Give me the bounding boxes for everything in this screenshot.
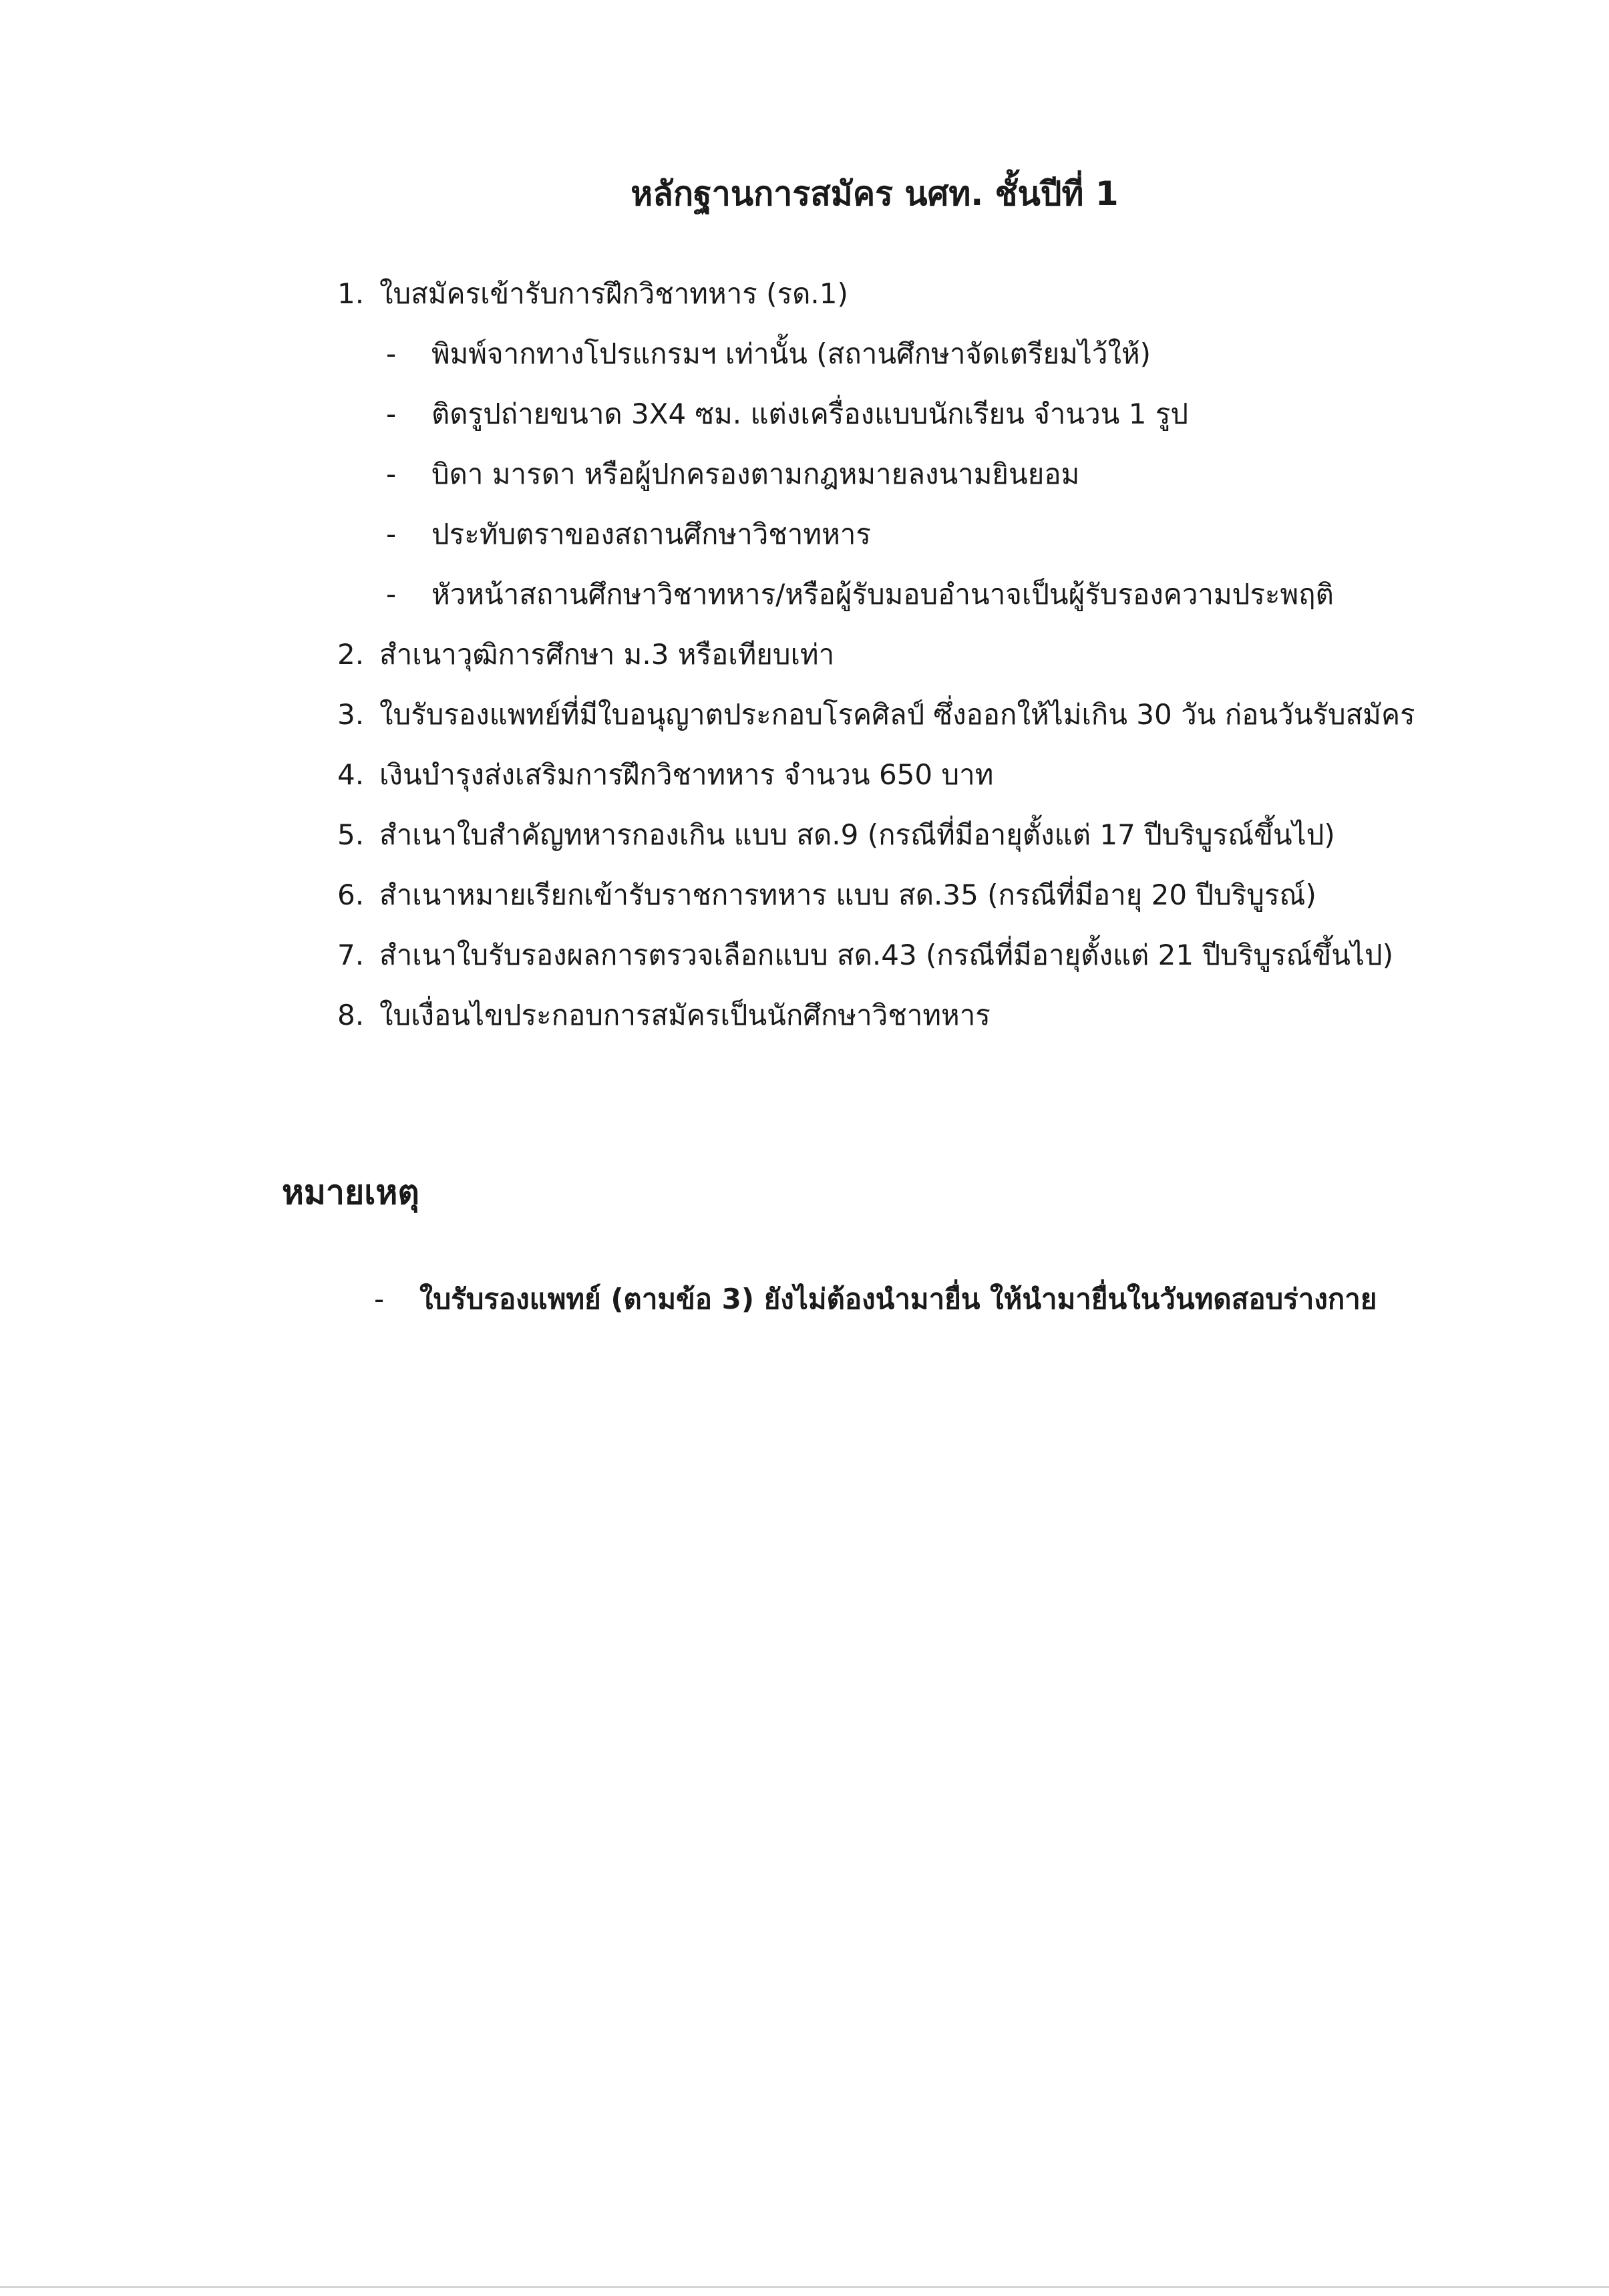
item-number: 7. <box>337 939 365 971</box>
dash-bullet: - <box>386 337 397 370</box>
requirements-list <box>0 264 1609 1045</box>
dash-bullet: - <box>386 458 397 490</box>
dash-bullet: - <box>386 578 397 611</box>
sub-item-text: บิดา มารดา หรือผู้ปกครองตามกฎหมายลงนามยินยอม <box>431 458 1080 490</box>
item-text: ใบสมัครเข้ารับการฝึกวิชาทหาร (รด.1) <box>379 277 848 310</box>
item-number: 5. <box>337 818 365 851</box>
item-number: 3. <box>337 698 365 731</box>
item-number: 8. <box>337 999 365 1031</box>
note-heading: หมายเหตุ <box>282 1173 419 1212</box>
item-number: 2. <box>337 638 365 671</box>
sub-item-2 <box>0 384 1609 444</box>
note-text: ใบรับรองแพทย์ (ตามข้อ 3) ยังไม่ต้องนำมายื่น ให้นำมายื่นในวันทดสอบร่างกาย <box>419 1283 1377 1315</box>
dash-bullet: - <box>386 518 397 550</box>
item-number: 6. <box>337 878 365 911</box>
list-item-6 <box>0 865 1609 925</box>
page-bottom-edge <box>0 2286 1609 2288</box>
item-text: ใบเงื่อนไขประกอบการสมัครเป็นนักศึกษาวิชาทหาร <box>379 999 991 1031</box>
item-text: เงินบำรุงส่งเสริมการฝึกวิชาทหาร จำนวน 650 บาท <box>379 758 994 791</box>
list-item-4 <box>0 745 1609 805</box>
list-item-7 <box>0 925 1609 985</box>
item-number: 4. <box>337 758 365 791</box>
list-item-8 <box>0 985 1609 1045</box>
sub-item-3 <box>0 444 1609 504</box>
list-item-3 <box>0 685 1609 745</box>
sub-item-4 <box>0 504 1609 564</box>
sub-item-text: ประทับตราของสถานศึกษาวิชาทหาร <box>431 518 871 550</box>
item-text: สำเนาใบรับรองผลการตรวจเลือกแบบ สด.43 (กรณีที่มีอายุตั้งแต่ 21 ปีบริบูรณ์ขึ้นไป) <box>379 939 1394 971</box>
sub-item-1 <box>0 324 1609 384</box>
list-item-1 <box>0 264 1609 324</box>
item-text: สำเนาวุฒิการศึกษา ม.3 หรือเทียบเท่า <box>379 638 835 671</box>
sub-item-text: พิมพ์จากทางโปรแกรมฯ เท่านั้น (สถานศึกษาจัดเตรียมไว้ให้) <box>431 337 1151 370</box>
note-item <box>0 1269 1609 1329</box>
sub-item-text: ติดรูปถ่ายขนาด 3X4 ซม. แต่งเครื่องแบบนักเรียน จำนวน 1 รูป <box>431 397 1189 430</box>
dash-bullet: - <box>374 1283 385 1315</box>
list-item-5 <box>0 805 1609 865</box>
list-item-2 <box>0 625 1609 685</box>
item-text: ใบรับรองแพทย์ที่มีใบอนุญาตประกอบโรคศิลป์ ซึ่งออกให้ไม่เกิน 30 วัน ก่อนวันรับสมัคร <box>379 698 1415 731</box>
item-text: สำเนาหมายเรียกเข้ารับราชการทหาร แบบ สด.35 (กรณีที่มีอายุ 20 ปีบริบูรณ์) <box>379 878 1316 911</box>
sub-item-5 <box>0 564 1609 625</box>
dash-bullet: - <box>386 397 397 430</box>
item-number: 1. <box>337 277 365 310</box>
item-text: สำเนาใบสำคัญทหารกองเกิน แบบ สด.9 (กรณีที่มีอายุตั้งแต่ 17 ปีบริบูรณ์ขึ้นไป) <box>379 818 1335 851</box>
page-title: หลักฐานการสมัคร นศท. ชั้นปีที่ 1 <box>631 174 1119 213</box>
sub-item-text: หัวหน้าสถานศึกษาวิชาทหาร/หรือผู้รับมอบอำนาจเป็นผู้รับรองความประพฤติ <box>431 578 1334 611</box>
